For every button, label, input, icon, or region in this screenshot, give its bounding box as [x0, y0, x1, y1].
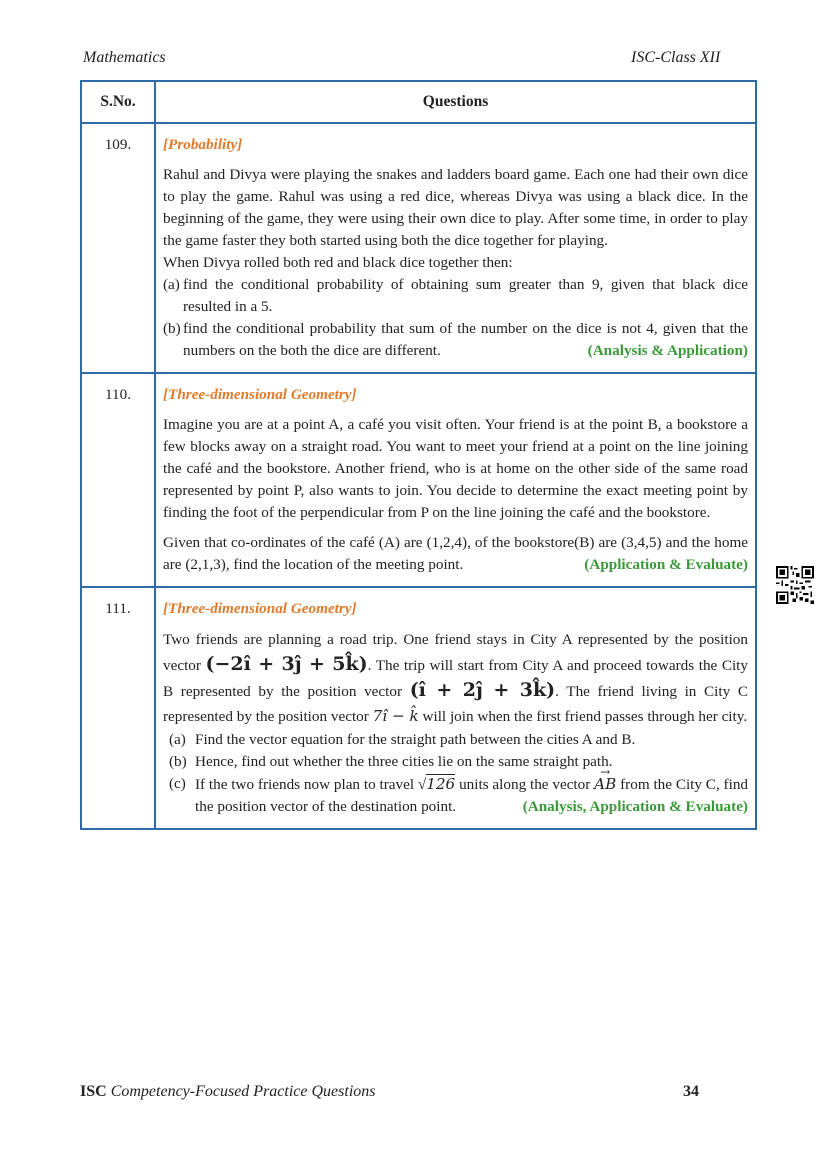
- competency-tag: (Application & Evaluate): [584, 556, 748, 573]
- question-content: [155, 123, 756, 373]
- sub-question-c: (c) If the two friends now plan to travel √126 units along the vector → AB from the City C, find the position vector of the destination point. (Analysis, Application & Evaluate): [163, 773, 748, 818]
- question-topic: [Probability]: [163, 136, 243, 153]
- sub-question-text: find the conditional probability that sum of the number on the dice is not 4, given that the numbers on the both the dice are different.: [183, 320, 748, 359]
- question-paragraph: Two friends are planning a road trip. One friend stays in City A represented by the position vector (−2î + 3ĵ + 5k̂). The trip will start from City A and proceed towards the City B represented by the position vector (î + 2ĵ + 3k̂). The friend living in City C represented by the position vector 7î − k̂ will join when the first friend passes through her city.: [163, 631, 748, 725]
- question-row-110: [81, 373, 756, 587]
- position-vector-c: 7î − k̂: [372, 707, 419, 725]
- question-topic: [Three-dimensional Geometry]: [163, 386, 357, 403]
- question-number: 111.: [81, 587, 155, 829]
- sub-question-text: find the conditional probability of obtaining sum greater than 9, given that black dice resulted in a 5.: [183, 276, 748, 315]
- column-header-questions: Questions: [155, 81, 756, 123]
- position-vector-a: (−2î + 3ĵ + 5k̂): [205, 653, 368, 675]
- page-number: 34: [683, 1083, 699, 1100]
- sub-question-label: (a): [169, 731, 186, 748]
- position-vector-b: (î + 2ĵ + 3k̂): [409, 679, 556, 701]
- sub-question-a: [163, 274, 748, 318]
- footer-series-title: ISC Competency-Focused Practice Questions: [80, 1083, 376, 1100]
- question-number: 110.: [81, 373, 155, 587]
- sub-question-label: (c): [169, 775, 186, 792]
- questions-table: [80, 80, 757, 830]
- question-row-111: [81, 587, 756, 829]
- square-root-expression: √126: [417, 775, 456, 793]
- sub-question-label: (b): [169, 753, 187, 770]
- competency-tag: (Analysis & Application): [587, 342, 748, 359]
- question-number: 109.: [81, 123, 155, 373]
- question-row-109: [81, 123, 756, 373]
- question-paragraph: Rahul and Divya were playing the snakes and ladders board game. Each one had their own dice to play the game. Rahul was using a red dice, whereas Divya was using a black dice. In the beginning of the game, they were using their own dice to play. After some time, in order to play the game faster they both started using both the dice together for playing.: [163, 166, 748, 249]
- header-class: ISC-Class XII: [631, 49, 721, 66]
- sub-question-text: Hence, find out whether the three cities lie on the same straight path.: [195, 753, 613, 770]
- question-topic: [Three-dimensional Geometry]: [163, 600, 357, 617]
- sub-question-a: [163, 729, 748, 751]
- column-header-sno: S.No.: [81, 81, 155, 123]
- competency-tag: (Analysis, Application & Evaluate): [522, 798, 748, 815]
- table-header-row: [81, 81, 756, 123]
- header-subject: Mathematics: [83, 49, 166, 66]
- sub-question-label: (a): [163, 276, 180, 293]
- qr-code-icon: [776, 566, 814, 604]
- question-paragraph: When Divya rolled both red and black dice together then:: [163, 254, 513, 271]
- question-content: [155, 587, 756, 829]
- sub-question-label: (b): [163, 320, 181, 337]
- sub-question-text: Find the vector equation for the straight path between the cities A and B.: [195, 731, 636, 748]
- sub-question-b: [163, 318, 748, 362]
- vector-ab: → AB: [594, 773, 616, 795]
- question-content: [155, 373, 756, 587]
- question-paragraph: Imagine you are at a point A, a café you visit often. Your friend is at the point B, a bookstore a few blocks away on a straight road. You want to meet your friend at a point on the line joining the café and the bookstore. Another friend, who is at home on the other side of the same road represented by point P, also wants to join. You decide to determine the exact meeting point by finding the foot of the perpendicular from P on the line joining the café and the bookstore.: [163, 416, 748, 521]
- question-paragraph: Given that co-ordinates of the café (A) are (1,2,4), of the bookstore(B) are (3,4,5) and the home are (2,1,3), find the location of the meeting point. (Application & Evaluate): [163, 532, 748, 576]
- sub-question-b: [163, 751, 748, 773]
